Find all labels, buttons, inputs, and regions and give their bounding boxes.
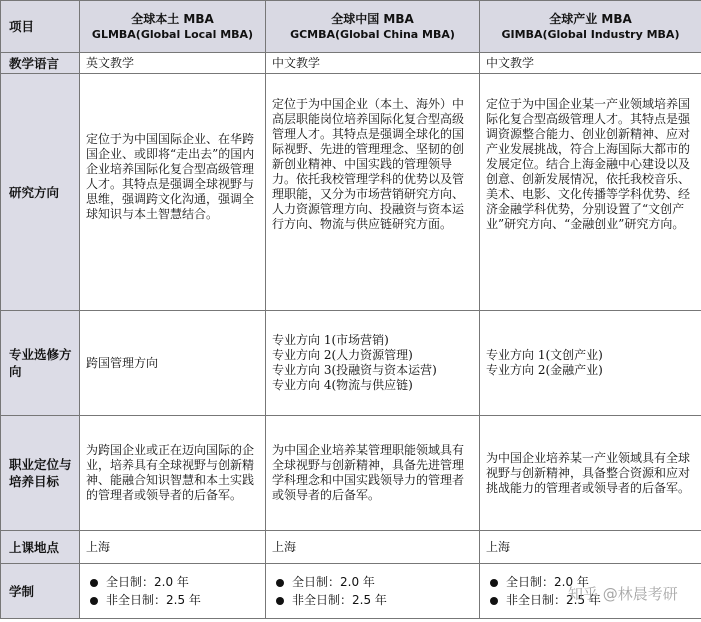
bullet-icon — [276, 579, 284, 587]
specialization-gcmba-item: 专业方向 3(投融资与资本运营) — [272, 363, 437, 377]
research-label: 研究方向 — [1, 74, 80, 311]
header-row — [1, 1, 701, 53]
gimba-header — [480, 1, 701, 53]
location-gimba: 上海 — [480, 531, 701, 564]
research-gimba: 定位于为中国企业某一产业领域培养国际化复合型高级管理人才。其特点是强调资源整合能力、创业创新精神、应对产业发展挑战，符合上海国际大都市的发展定位。结合上海金融中心建设以及创意、创新发展情况，依托我校音乐、美术、电影、文化传播等学科优势、经济金融学科优势，分别设置了“文创产业”研究方向、“金融创业”研究方向。 — [480, 74, 701, 311]
gcmba-header — [266, 1, 480, 53]
specialization-gimba-item: 专业方向 1(文创产业) — [486, 348, 603, 362]
gimba-subtitle: GIMBA(Global Industry MBA) — [501, 28, 680, 41]
duration-item — [486, 573, 695, 591]
bullet-icon — [490, 597, 498, 605]
duration-item — [272, 573, 473, 591]
duration-parttime: 非全日制：2.5 年 — [292, 593, 387, 607]
career-row — [1, 416, 701, 531]
gcmba-subtitle: GCMBA(Global China MBA) — [290, 28, 455, 41]
bullet-icon — [90, 597, 98, 605]
language-row — [1, 53, 701, 74]
specialization-gcmba-item: 专业方向 4(物流与供应链) — [272, 378, 413, 392]
career-gcmba: 为中国企业培养某管理职能领域具有全球视野与创新精神，具备先进管理学科理念和中国实践领导力的管理者或领导者的后备军。 — [266, 416, 480, 531]
duration-parttime: 非全日制：2.5 年 — [506, 593, 601, 607]
duration-row — [1, 564, 701, 619]
duration-fulltime: 全日制：2.0 年 — [106, 575, 189, 589]
location-gcmba: 上海 — [266, 531, 480, 564]
career-label: 职业定位与培养目标 — [1, 416, 80, 531]
duration-fulltime: 全日制：2.0 年 — [506, 575, 589, 589]
duration-item — [272, 591, 473, 609]
bullet-icon — [490, 579, 498, 587]
glmba-subtitle: GLMBA(Global Local MBA) — [91, 28, 254, 41]
career-gimba: 为中国企业培养某一产业领域具有全球视野与创新精神，具备整合资源和应对挑战能力的管理者或领导者的后备军。 — [480, 416, 701, 531]
research-gcmba: 定位于为中国企业（本土、海外）中高层职能岗位培养国际化复合型高级管理人才。其特点是强调全球化的国际视野、先进的管理理念、坚韧的创新创业精神、中国实践的管理领导力。依托我校管理学科的优势以及管理职能，又分为市场营销研究方向、人力资源管理方向、投融资与资本运行方向、物流与供应链研究方面。 — [266, 74, 480, 311]
duration-fulltime: 全日制：2.0 年 — [292, 575, 375, 589]
location-row — [1, 531, 701, 564]
specialization-glmba-item: 跨国管理方向 — [86, 355, 159, 370]
language-gcmba: 中文教学 — [266, 53, 480, 74]
location-label: 上课地点 — [1, 531, 80, 564]
research-row — [1, 74, 701, 311]
specialization-glmba — [80, 311, 266, 416]
language-gimba: 中文教学 — [480, 53, 701, 74]
specialization-gcmba — [266, 311, 480, 416]
duration-item — [86, 591, 259, 609]
bullet-icon — [276, 597, 284, 605]
glmba-header — [80, 1, 266, 53]
specialization-row — [1, 311, 701, 416]
research-glmba: 定位于为中国国际企业、在华跨国企业、或即将“走出去”的国内企业培养国际化复合型高级管理人才。其特点是强调全球视野与思维，强调跨文化沟通，强调全球知识与本土智慧结合。 — [80, 74, 266, 311]
specialization-gcmba-item: 专业方向 1(市场营销) — [272, 333, 389, 347]
career-glmba: 为跨国企业或正在迈向国际的企业，培养具有全球视野与创新精神、能融合知识智慧和本土实践的管理者或领导者的后备军。 — [80, 416, 266, 531]
duration-gcmba — [266, 564, 480, 619]
specialization-gimba-item: 专业方向 2(金融产业) — [486, 363, 603, 377]
specialization-gimba — [480, 311, 701, 416]
language-glmba: 英文教学 — [80, 53, 266, 74]
duration-item — [486, 591, 695, 609]
duration-gimba — [480, 564, 701, 619]
duration-item — [86, 573, 259, 591]
duration-parttime: 非全日制：2.5 年 — [106, 593, 201, 607]
glmba-title: 全球本土 MBA — [131, 12, 214, 26]
item-header: 项目 — [1, 1, 80, 53]
duration-label: 学制 — [1, 564, 80, 619]
duration-glmba — [80, 564, 266, 619]
language-label: 教学语言 — [1, 53, 80, 74]
zhihu-watermark: 知乎 @林晨考研 — [568, 585, 678, 603]
bullet-icon — [90, 579, 98, 587]
specialization-gcmba-item: 专业方向 2(人力资源管理) — [272, 348, 413, 362]
location-glmba: 上海 — [80, 531, 266, 564]
gcmba-title: 全球中国 MBA — [331, 12, 414, 26]
specialization-label: 专业选修方向 — [1, 311, 80, 416]
gimba-title: 全球产业 MBA — [549, 12, 632, 26]
